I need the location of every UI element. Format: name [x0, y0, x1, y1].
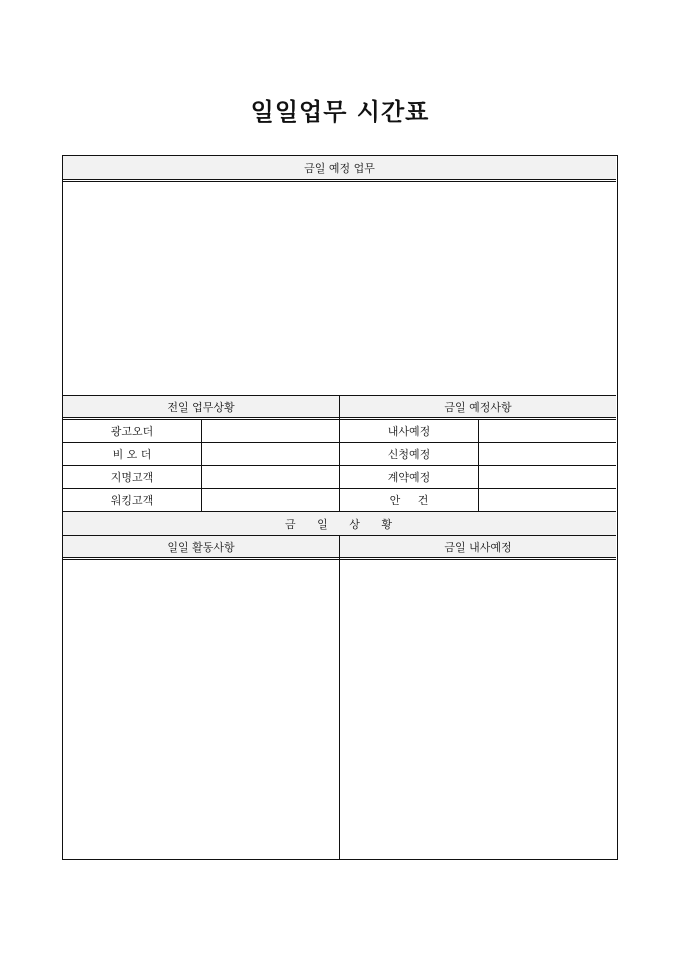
row-value[interactable]: [479, 443, 616, 465]
row-label: 신청예정: [387, 448, 431, 461]
row-value[interactable]: [479, 466, 616, 488]
today-activity-header: 일일 활동사항: [63, 536, 339, 557]
row-value[interactable]: [202, 489, 339, 511]
prev-status-header: 전일 업무상황: [63, 396, 339, 417]
row-label: 계약예정: [387, 471, 431, 484]
row-value[interactable]: [479, 489, 616, 511]
row-value[interactable]: [202, 443, 339, 465]
row-label: 내사예정: [387, 425, 431, 438]
schedule-form: [62, 155, 618, 860]
divider: [201, 419, 202, 512]
row-value[interactable]: [479, 420, 616, 442]
row-label: 워킹고객: [110, 494, 154, 507]
page-title: 일일업무 시간표: [250, 98, 430, 126]
today-status-header: 금 일 상 황: [63, 512, 616, 535]
row-value[interactable]: [202, 420, 339, 442]
divider: [339, 536, 340, 859]
today-visit-header: 금일 내사예정: [340, 536, 616, 557]
row-value[interactable]: [202, 466, 339, 488]
row-label: 안 건: [389, 494, 429, 507]
today-activity-area[interactable]: [63, 560, 339, 858]
today-plan-area[interactable]: [63, 182, 616, 395]
today-visit-area[interactable]: [340, 560, 616, 858]
divider: [339, 395, 340, 512]
row-label: 비 오 더: [112, 448, 152, 461]
divider: [63, 179, 616, 180]
row-label: 지명고객: [110, 471, 154, 484]
today-plan-header: 금일 예정 업무: [63, 156, 616, 179]
divider: [478, 419, 479, 512]
row-label: 광고오더: [110, 425, 154, 438]
today-schedule-header: 금일 예정사항: [340, 396, 616, 417]
